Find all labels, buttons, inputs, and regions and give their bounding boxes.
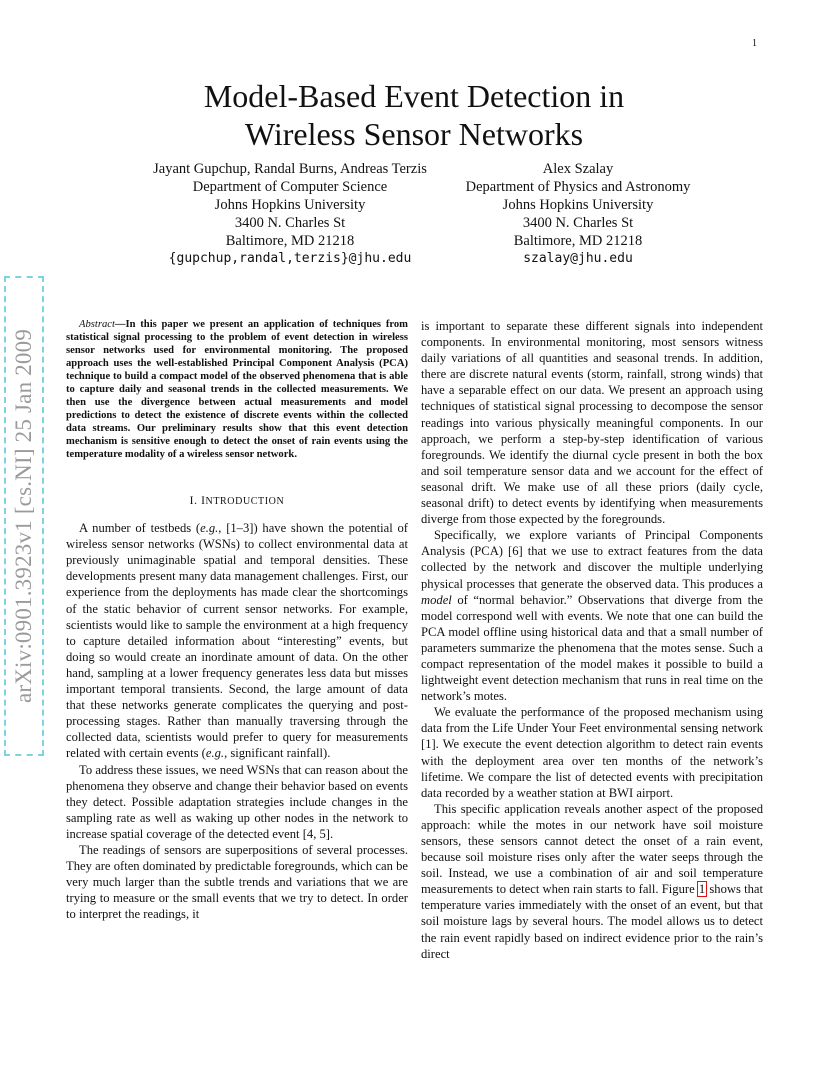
abstract-label: Abstract (79, 319, 115, 330)
paragraph (66, 520, 408, 761)
title-line-1: Model-Based Event Detection in (203, 78, 625, 114)
author-street: 3400 N. Charles St (522, 215, 634, 231)
abstract-text: In this paper we present an application of techniques from statistical signal processing to the problem of event detection in wireless sensor networks used for environmental monitoring. The proposed approach uses the well-established Principal Component Analysis (PCA) technique to build a compact model of the observed phenomena that is able to capture daily and seasonal trends in the collected measurements. We then use the divergence between actual measurements and model predictions to detect the existence of discrete events within the collected data streams. Our preliminary results show that this event detection mechanism is sensitive enough to detect the onset of rain events using the temperature modality of a wireless sensor network. (66, 319, 408, 460)
section-first-letter: I (201, 495, 206, 507)
text-run: , significant rainfall). (224, 746, 331, 761)
right-column (421, 318, 763, 962)
text-run: Specifically, we explore variants of Principal Components Analysis (PCA) [6] that we use to extract features from the data collected by the network and discover the multiple underlying physical processes that generate the observed data. This produces a (421, 528, 763, 591)
author-university: Johns Hopkins University (214, 197, 366, 213)
paragraph (421, 801, 763, 962)
arxiv-stamp (4, 276, 44, 756)
figure-reference-link[interactable]: 1 (698, 882, 706, 897)
section-title-rest: NTRODUCTION (205, 496, 285, 507)
paragraph: is important to separate these different signals into independent components. In environmental monitoring, most sensors witness daily variations of all quantities and seasonal trends. In addition, there are discrete natural events (storm, rainfall, strong winds) that have a separable effect on our data. We present an approach using techniques of statistical signal processing to decompose the sensor readings into various physically meaningful components. In our approach, we perform a step-by-step identification of various foregrounds. We identify the diurnal cycle present in both the box and soil temperature sensor data and we account for the effect of seasonal drift. We make use of all these priors (daily cycle, seasonal drift) to detect events by identifying when measurements diverge from those expected by the foregrounds. (421, 319, 763, 527)
text-run-italic: model (421, 592, 452, 607)
paper-title (0, 77, 828, 153)
author-block-right (428, 160, 728, 268)
abstract-dash: — (114, 319, 126, 330)
text-run: A number of testbeds ( (79, 521, 201, 536)
page-number: 1 (752, 38, 757, 49)
text-run: of “normal behavior.” Observations that diverge from the model correspond well with events. We note that one can build the PCA model offline using historical data and that a small number of parameters summarize the phenomena that the motes sense. Such a compact representation of the model makes it possible to build a lightweight event detection mechanism that runs in real time on the network’s motes. (421, 592, 763, 704)
abstract (66, 318, 408, 461)
text-run: , [1–3]) have shown the potential of wireless sensor networks (WSNs) to collect environmental data at previously unimaginable spatial and temporal densities. These developments present many data management challenges. First, our experience from the deployments has made clear the shortcomings of the static behavior of current sensor networks. For example, scientists would like to sample the environment at a high frequency to capture detailed information about “interesting” events, but doing so would create an inordinate amount of data. On the other hand, sampling at a lower frequency generates less data but misses important temporal transients. Second, the large amount of data that these networks generate complicates the querying and post-processing stages. Rather than manually traversing through the collected data, scientists would prefer to query for measurements related with certain events ( (66, 521, 408, 761)
section-heading-introduction (66, 493, 408, 510)
author-department: Department of Computer Science (192, 179, 388, 195)
author-department: Department of Physics and Astronomy (465, 179, 691, 195)
text-run-italic: e.g. (200, 521, 219, 536)
author-email: {gupchup,randal,terzis}@jhu.edu (168, 251, 412, 266)
paragraph (421, 527, 763, 704)
text-run: shows that temperature varies immediately with the onset of an event, but that soil moisture lags by several hours. The model allows us to detect the rain event rapidly based on indirect evidence prior to the rain’s direct (421, 882, 763, 961)
author-names: Alex Szalay (542, 161, 614, 177)
title-line-2: Wireless Sensor Networks (244, 116, 584, 152)
author-email: szalay@jhu.edu (523, 251, 633, 266)
text-run: This specific application reveals another aspect of the proposed approach: while the motes in our network have soil moisture sensors, these sensors cannot detect the onset of a rain event, because soil moisture rises only after the water seeps through the soil. Instead, we use a combination of air and soil temperature measurements to detect when rain starts to fall. Figure (421, 801, 763, 897)
paragraph: To address these issues, we need WSNs that can reason about the phenomena they observe and change their behavior based on events they detect. Possible adaptation strategies include changes in the sampling rate as well as waking up other nodes in the network to increase spatial coverage of the detected event [4, 5]. (66, 762, 408, 841)
text-run-italic: e.g. (205, 746, 225, 761)
paragraph: The readings of sensors are superpositions of several processes. They are often dominated by predictable foregrounds, which can be very much larger than the subtle trends and variations that we are trying to measure or the small events that we try to detect. In order to interpret the readings, it (66, 842, 408, 922)
author-university: Johns Hopkins University (502, 197, 654, 213)
author-city: Baltimore, MD 21218 (225, 233, 355, 249)
paragraph: We evaluate the performance of the proposed mechanism using data from the Life Under Your Feet environmental sensing network [1]. We execute the event detection algorithm to detect rain events with the deployment area over ten months of the network’s lifetime. We compare the list of detected events with precipitation data recorded by a weather station at BWI airport. (421, 705, 763, 800)
author-names: Jayant Gupchup, Randal Burns, Andreas Terzis (153, 161, 427, 177)
author-street: 3400 N. Charles St (234, 215, 346, 231)
author-city: Baltimore, MD 21218 (513, 233, 643, 249)
left-column (66, 318, 408, 922)
section-numeral: I. (189, 495, 198, 507)
arxiv-stamp-text: arXiv:0901.3923v1 [cs.NI] 25 Jan 2009 (11, 328, 36, 704)
